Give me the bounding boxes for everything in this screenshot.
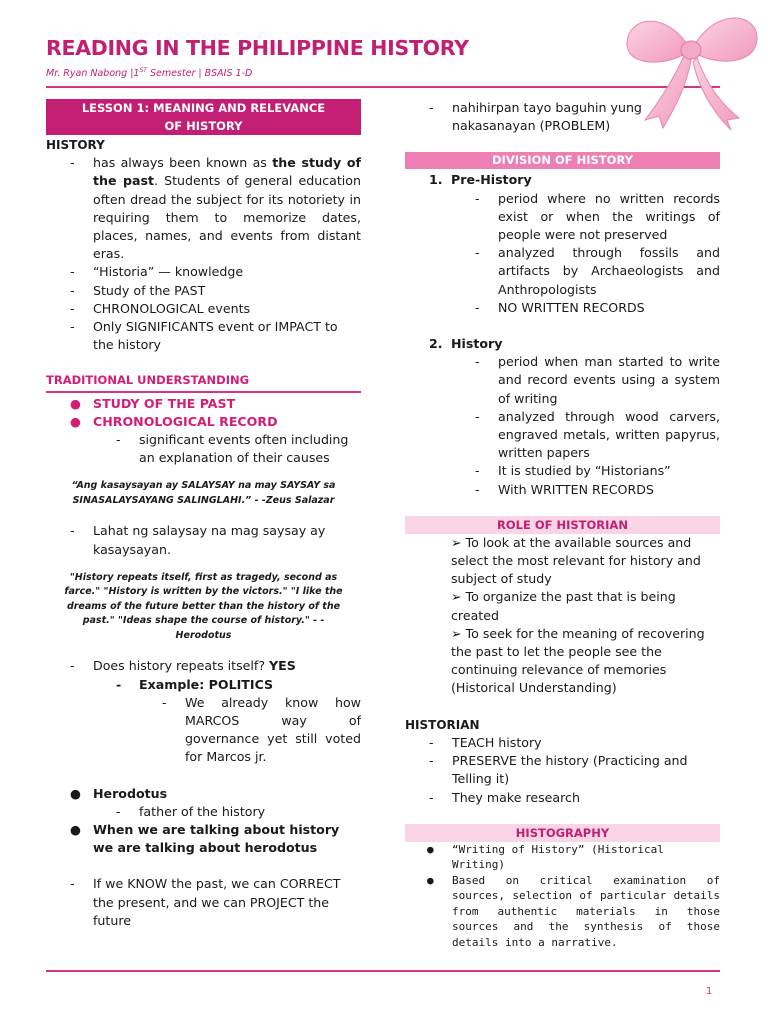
lesson-heading: LESSON 1: MEANING AND RELEVANCE OF HISTORY	[46, 99, 361, 135]
footer-divider	[46, 970, 720, 972]
page-subtitle: Mr. Ryan Nabong |1ST Semester | BSAIS 1-D	[46, 67, 253, 80]
list-item: ● STUDY OF THE PAST	[70, 395, 236, 411]
histography-heading: HISTOGRAPHY	[405, 824, 720, 842]
list-item: - father of the history	[116, 803, 266, 819]
list-item: ● Based on critical examination of sources, selection of particular details from authentic materials in those sources and the synthesis of those details into a narrative.	[427, 873, 720, 949]
list-item: - It is studied by “Historians”	[475, 463, 671, 479]
page-title: READING IN THE PHILIPPINE HISTORY	[46, 36, 469, 60]
list-item: ● “Writing of History” (Historical Writing)	[427, 842, 664, 872]
list-item: ➢ To look at the available sources and select the most relevant for history and subject of study	[451, 534, 701, 587]
list-item: - They make research	[429, 789, 580, 805]
list-item: ➢ To organize the past that is being created	[451, 589, 676, 623]
list-item: - analyzed through wood carvers, engraved metals, written papyrus, written papers	[475, 408, 720, 461]
list-item: - significant events often including an explanation of their causes	[116, 432, 349, 466]
traditional-heading: TRADITIONAL UNDERSTANDING	[46, 371, 361, 392]
list-item: - CHRONOLOGICAL events	[70, 300, 251, 316]
list-item: - Example: POLITICS	[116, 676, 274, 692]
list-item: - If we KNOW the past, we can CORRECT the present, and we can PROJECT the future	[70, 876, 341, 928]
left-column	[46, 99, 361, 930]
history-definition: - has always been known as the study of the past. Students of general education often dread the subject for its notoriety in requiring them to memorize dates, places, names, and events from distant eras.	[70, 155, 361, 262]
salazar-quote: “Ang kasaysayan ay SALAYSAY na may SAYSAY sa SINASALAYSAYANG SALINGLAHI.” - -Zeus Salazar	[71, 480, 336, 506]
list-item: - With WRITTEN RECORDS	[475, 481, 654, 497]
history-label: HISTORY	[46, 138, 105, 152]
list-item: 2. History	[429, 336, 503, 352]
list-item: ● Herodotus	[70, 785, 168, 801]
list-item: - NO WRITTEN RECORDS	[475, 299, 645, 315]
list-item: - period where no written records exist or when the writings of people were not preserved	[475, 190, 720, 243]
list-item: - Study of the PAST	[70, 282, 206, 298]
list-item: - analyzed through fossils and artifacts by Archaeologists and Anthropologists	[475, 245, 720, 297]
list-item: - “Historia” — knowledge	[70, 264, 244, 280]
right-column	[405, 99, 720, 950]
list-item: - Only SIGNIFICANTS event or IMPACT to the history	[70, 319, 338, 353]
list-item: - nahihirpan tayo baguhin yung nakasanayan (PROBLEM)	[429, 100, 642, 134]
list-item: ➢ To seek for the meaning of recovering the past to let the people see the continuing relevance of memories (Historical Understanding)	[451, 625, 705, 696]
list-item: - TEACH history	[429, 734, 542, 750]
list-item: 1. Pre-History	[429, 172, 532, 188]
division-heading: DIVISION OF HISTORY	[405, 152, 720, 169]
page-number: 1	[706, 986, 713, 997]
role-heading: ROLE OF HISTORIAN	[405, 516, 720, 534]
list-item: - PRESERVE the history (Practicing and Telling it)	[429, 753, 688, 787]
list-item: - We already know how MARCOS way of governance yet still voted for Marcos jr.	[162, 694, 361, 765]
herodotus-quote: "History repeats itself, first as tragedy, second as farce." "History is written by the victors." "I like the dreams of the future better than the history of the past." "Ideas shape the course of history." - -Herodotus	[64, 571, 343, 641]
historian-label: HISTORIAN	[405, 717, 480, 732]
list-item: - Does history repeats itself? YES	[70, 658, 296, 674]
list-item: ● CHRONOLOGICAL RECORD	[70, 413, 278, 429]
list-item: - Lahat ng salaysay na mag saysay ay kasaysayan.	[70, 523, 326, 557]
list-item: - period when man started to write and record events using a system of writing	[475, 354, 720, 406]
list-item: ● When we are talking about history we are talking about herodotus	[70, 821, 340, 856]
